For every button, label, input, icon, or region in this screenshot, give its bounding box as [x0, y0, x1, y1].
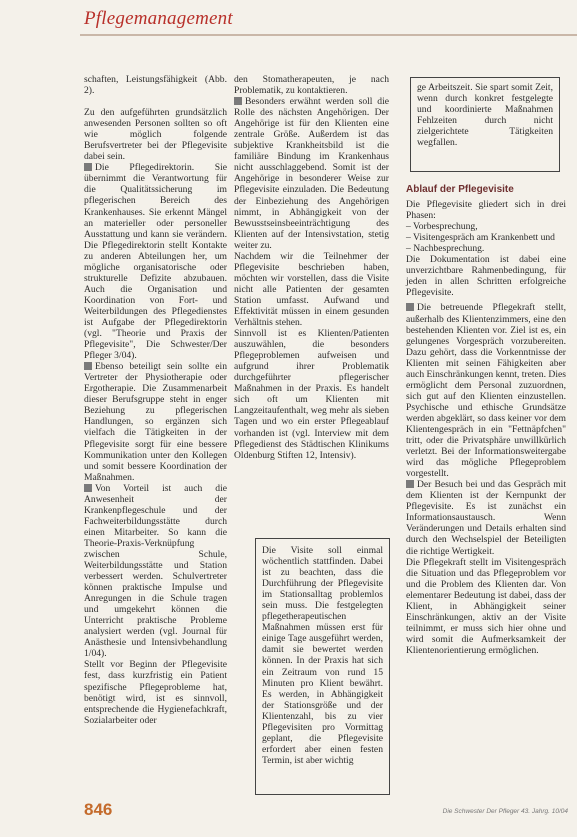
paragraph: Von Vorteil ist auch die Anwesenheit der Krankenpflegeschule und der Fachweiterbildungsstätte durch einen Mitarbeiter. So kann die Theorie-Praxis-Verknüpfung zwischen Schule, Weiterbildungsstätte und Station verbessert werden. Schulvertreter können praktische Impulse und Anregungen in die Schule tragen und umgekehrt können die Unterricht praktische Probleme analysiert werden (vgl. Journal für Anästhesie und Intensivbehandlung 1/04).	[84, 482, 227, 660]
paragraph: Besonders erwähnt werden soll die Rolle des nächsten Angehörigen. Der Angehörige ist für den Klienten eine zentrale Größe. Außerdem ist das subjektive Krankheitsbild ist die familiäre Bindung im Krankenhaus nicht ausschlaggebend. Somit ist der Angehörige in besonderer Weise zur Pflegevisite einzuladen. Die Bedeutung der Einbeziehung des Angehörigen nimmt, in Abhängigkeit von der Bewusstseinsbeeinträchtigung des Klienten auf der Intensivstation, stetig weiter zu.	[234, 96, 389, 251]
page-number: 846	[84, 800, 113, 819]
paragraph: Die Pflegedirektorin. Sie übernimmt die Verantwortung für die Qualitätssicherung im pflegerischen Bereich des Krankenhauses. Sie erkennt Mängel an materieller oder personeller Ausstattung und kann sie verändern. Die Pflegedirektorin stellt Kontakte zu anderen Abteilungen her, um mögliche organisatorische oder strukturelle Defizite abzubauen. Auch die Organisation und Koordination von Fort- und Weiterbildungen des Pflegedienstes ist Aufgabe der Pflegedirektorin (vgl. "Theorie und Praxis der Pflegevisite", Die Schwester/Der Pfleger 3/04).	[84, 162, 227, 362]
paragraph: Die Pflegekraft stellt im Visitengespräch die Situation und das Pflegeproblem vor und die Problem des Klienten dar. Von elementarer Bedeutung ist dabei, dass der Klient, in Abhängigkeit seiner Einschränkungen, aktiv an der Visite teilnimmt, er muss sich hier ohne und wird somit die Aufmerksamkeit der Klientenorientierung ermöglichen.	[406, 556, 566, 656]
square-bullet-icon	[84, 484, 92, 492]
paragraph: Der Besuch bei und das Gespräch mit dem Klienten ist der Kernpunkt der Pflegevisite. Es ist zunächst ein Informationsaustausch. Wenn Veränderungen und Details erhalten sind durch den Wechselspiel der Beteiligten die richtige Wertigkeit.	[406, 479, 566, 557]
paragraph: Ebenso beteiligt sein sollte ein Vertreter der Physiotherapie oder Ergotherapie. Die Zusammenarbeit dieser Berufsgruppe steht in enger Beziehung zu pflegerischen Handlungen, so ergänzen sich vielfach die Tätigkeiten in der Pflegevisite sorgt für eine bessere Kommunikation unter den Kollegen und somit bessere Koordination der Maßnahmen.	[84, 361, 227, 483]
list-item: – Nachbesprechung.	[406, 243, 485, 255]
square-bullet-icon	[84, 163, 92, 171]
square-bullet-icon	[406, 480, 414, 488]
list-item: – Visitengespräch am Krankenbett und	[406, 232, 555, 244]
paragraph: Die Dokumentation ist dabei eine unverzichtbare Rahmenbedingung, für jeden in allen Schritten erfolgreiche Pflegevisite.	[406, 254, 566, 299]
paragraph: Nachdem wir die Teilnehmer der Pflegevisite beschrieben haben, möchten wir vorstellen, dass die Visite nicht alle Patienten der gesamten Station umfasst. Aufwand und Effektivität müssen in einem gesunden Verhältnis stehen.	[234, 250, 389, 329]
paragraph: Sinnvoll ist es Klienten/Patienten auszuwählen, die besonders Pflegeproblemen aufweisen und aufgrund ihrer Problematik durchgeführter pflegerischer Maßnahmen in der Praxis. Es handelt sich oft um Klienten mit Langzeitaufenthalt, weg mehr als sieben Tagen und wo ein erster Pflegeablauf vorhanden ist (vgl. Interview mit dem Pflegedienst des Städtischen Klinikums Oldenburg Stiften 12, Intensiv).	[234, 328, 389, 461]
section-heading: Ablauf der Pflegevisite	[406, 184, 514, 195]
paragraph: den Stomatherapeuten, je nach Problematik, zu kontaktieren.	[234, 74, 389, 97]
boxed-text: Die Visite soll einmal wöchentlich stattfinden. Dabei ist zu beachten, dass die Durchführung der Pflegevisite im Stationsalltag problemlos sein muss. Die festgelegten pflegetherapeutischen Maßnahmen müssen erst für einige Tage ausgeführt werden, damit sie bewertet werden können. In der Praxis hat sich ein Zeitraum von rund 15 Minuten pro Klient bewährt. Es werden, in Abhängigkeit der Stationsgröße und der Klientenzahl, bis zu vier Pflegevisiten pro Vormittag geplant, die Pflegevisite erfordert aber einen festen Termin, ist aber wichtig	[255, 538, 390, 795]
square-bullet-icon	[84, 362, 92, 370]
square-bullet-icon	[234, 97, 242, 105]
paragraph: Zu den aufgeführten grundsätzlich anwesenden Personen sollten so oft wie möglich folgende Berufsvertreter bei der Pflegevisite dabei sein.	[84, 107, 227, 163]
column-2	[234, 74, 389, 461]
footer-source: Die Schwester Der Pfleger 43. Jahrg. 10/04	[442, 808, 568, 815]
paragraph: Die Pflegevisite gliedert sich in drei Phasen:	[406, 199, 566, 222]
column-1	[84, 74, 227, 726]
boxed-text: ge Arbeitszeit. Sie spart somit Zeit, wenn durch konkret festgelegte und koordinierte Maßnahmen Fehlzeiten durch nicht zielgerichtete Tätigkeiten wegfallen.	[410, 77, 560, 172]
paragraph: schaften, Leistungsfähigkeit (Abb. 2).	[84, 74, 227, 97]
page-header-title: Pflegemanagement	[84, 8, 233, 29]
paragraph: Stellt vor Beginn der Pflegevisite fest, dass kurzfristig ein Patient spezifische Pflegeprobleme hat, benötigt wird, ist es sinnvoll, entsprechende die Hygienefachkraft, Sozialarbeiter oder	[84, 659, 227, 726]
paragraph: Die betreuende Pflegekraft stellt, außerhalb des Klientenzimmers, eine den bestehenden Klienten vor. Ziel ist es, ein gelungenes Vorgespräch vorzubereiten. Dazu gehört, dass die Vorkenntnisse der Klienten mit seinen Fähigkeiten aber auch Einschränkungen kennt, treten. Dies ermöglicht dem Personal zuzuordnen, sich gut auf den Klienten einzustellen. Psychische und ethische Grundsätze werden abgeklärt, so dass keiner vor dem Klientengespräch in ein "Fettnäpfchen" tritt, oder die Privatsphäre unwillkürlich verletzt. Bei der Informationsweitergabe wird das mögliche Pflegeproblem vorgestellt.	[406, 302, 566, 480]
list-item: – Vorbesprechung,	[406, 221, 478, 233]
square-bullet-icon	[406, 303, 414, 311]
